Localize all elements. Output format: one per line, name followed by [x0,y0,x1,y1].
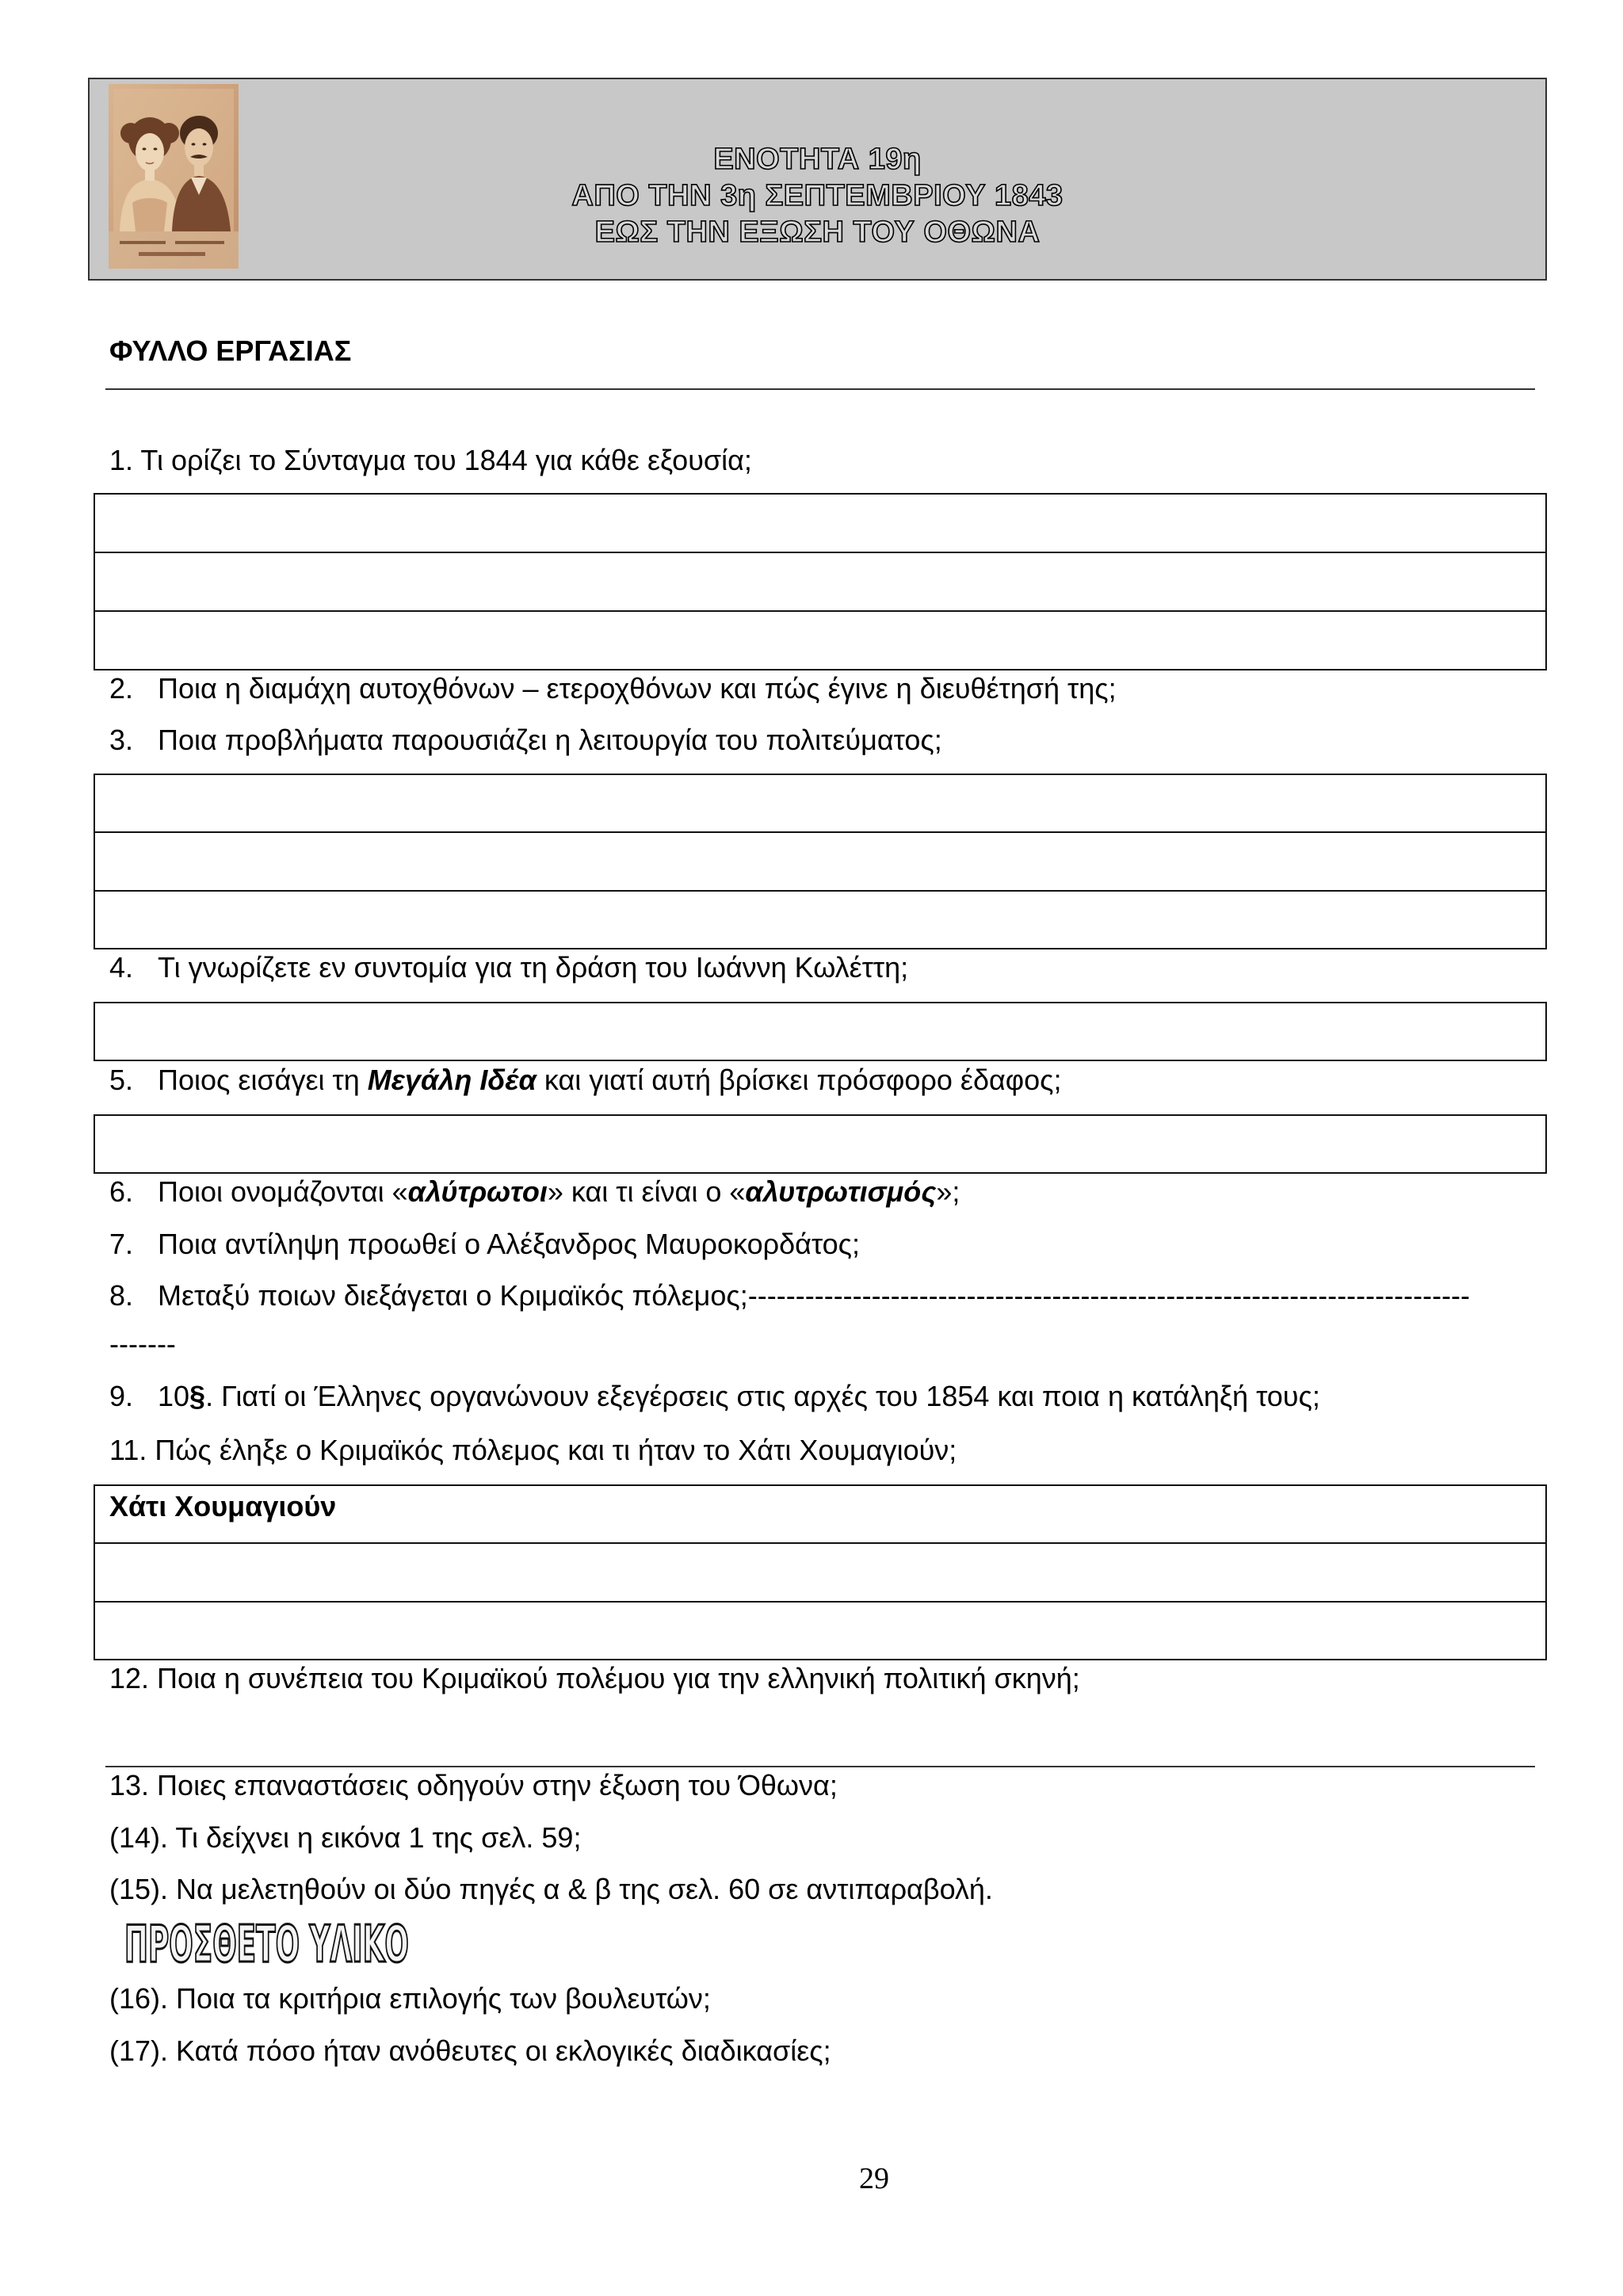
page-number: 29 [859,2162,889,2195]
question-6 [109,1175,960,1209]
question-17: (17). Κατά πόσο ήταν ανόθευτες οι εκλογικές διαδικασίες; [109,2034,831,2067]
answer-row [95,831,1545,889]
section-symbol: § [189,1380,206,1412]
question-12: 12. Ποια η συνέπεια του Κριμαϊκού πολέμου για την ελληνική πολιτική σκηνή; [109,1662,1080,1694]
question-text: Τι γνωρίζετε εν συντομία για τη δράση του Ιωάννη Κωλέττη; [158,951,909,984]
answer-row [95,1542,1545,1600]
question-number: 2. [109,672,134,705]
question-number: 9. [109,1380,134,1412]
question-5 [109,1063,1062,1098]
question-text: . Γιατί οι Έλληνες οργανώνουν εξεγέρσεις στις αρχές του 1854 και ποια η κατάληξή τους; [205,1380,1320,1412]
question-number: 4. [109,951,134,984]
question-2 [109,671,1117,706]
answer-box-11 [94,1484,1547,1660]
unit-title [90,141,1545,250]
question-text: Ποια η διαμάχη αυτοχθόνων – ετεροχθόνων και πώς έγινε η διευθέτησή της; [158,672,1117,705]
question-text: Ποια αντίληψη προωθεί ο Αλέξανδρος Μαυροκορδάτος; [158,1228,861,1260]
answer-row [95,495,1545,552]
unit-title-line-2: ΑΠΟ ΤΗΝ 3η ΣΕΠΤΕΜΒΡΙΟΥ 1843 [571,179,1064,212]
question-16: (16). Ποια τα κριτήρια επιλογής των βουλευτών; [109,1982,711,2015]
question-number: 5. [109,1064,134,1096]
question-text: Ποια προβλήματα παρουσιάζει η λειτουργία του πολιτεύματος; [158,724,942,756]
question-text: Ποιος εισάγει τη [158,1064,368,1096]
answer-line [105,1766,1535,1767]
question-number: 3. [109,724,134,756]
answer-dashes: ---------------------------------------------------------------------------- [747,1279,1470,1312]
additional-material-heading: ΠΡΟΣΘΕΤΟ ΥΛΙΚΟ [124,1916,409,1974]
answer-row [95,552,1545,610]
unit-title-line-1: ΕΝΟΤΗΤΑ 19η [713,143,922,176]
question-7 [109,1227,860,1262]
question-3 [109,723,942,758]
answer-dashes-continued: ------- [109,1328,176,1360]
header-box [88,78,1547,281]
answer-row [95,890,1545,948]
question-number: 8. [109,1279,134,1312]
question-1: 1. Τι ορίζει το Σύνταγμα του 1844 για κάθε εξουσία; [109,444,752,476]
answer-row-label: Χάτι Χουμαγιούν [109,1490,337,1522]
answer-row [95,775,1545,831]
question-emphasis: αλυτρωτισμός [745,1175,937,1208]
question-text: »; [936,1175,960,1208]
question-number: 7. [109,1228,134,1260]
answer-box-4 [94,1002,1547,1061]
answer-row [95,1116,1545,1172]
question-4 [109,950,908,985]
question-15: (15). Να μελετηθούν οι δύο πηγές α & β της σελ. 60 σε αντιπαραβολή. [109,1873,993,1905]
question-number: 6. [109,1175,134,1208]
question-8 [109,1278,1485,1313]
question-text: και γιατί αυτή βρίσκει πρόσφορο έδαφος; [536,1064,1062,1096]
question-reference-number: 10 [158,1380,190,1412]
question-emphasis: αλύτρωτοι [407,1175,548,1208]
question-11: 11. Πώς έληξε ο Κριμαϊκός πόλεμος και τι ήταν το Χάτι Χουμαγιούν; [109,1434,957,1466]
question-text: Μεταξύ ποιων διεξάγεται ο Κριμαϊκός πόλεμος; [158,1279,748,1312]
question-9 [109,1379,1320,1414]
question-text: » και τι είναι ο « [547,1175,746,1208]
question-text: Ποιοι ονομάζονται « [158,1175,408,1208]
question-13: 13. Ποιες επαναστάσεις οδηγούν στην έξωση του Όθωνα; [109,1769,838,1801]
question-emphasis: Μεγάλη Ιδέα [367,1064,537,1096]
answer-row [95,1003,1545,1060]
question-14: (14). Τι δείχνει η εικόνα 1 της σελ. 59; [109,1821,582,1854]
answer-row [95,610,1545,669]
answer-box-3 [94,774,1547,949]
answer-row [95,1601,1545,1659]
divider-line [105,388,1535,390]
worksheet-title: ΦΥΛΛΟ ΕΡΓΑΣΙΑΣ [109,334,352,367]
answer-box-5 [94,1114,1547,1174]
answer-box-1 [94,493,1547,670]
unit-title-line-3: ΕΩΣ ΤΗΝ ΕΞΩΣΗ ΤΟΥ ΟΘΩΝΑ [594,216,1041,249]
